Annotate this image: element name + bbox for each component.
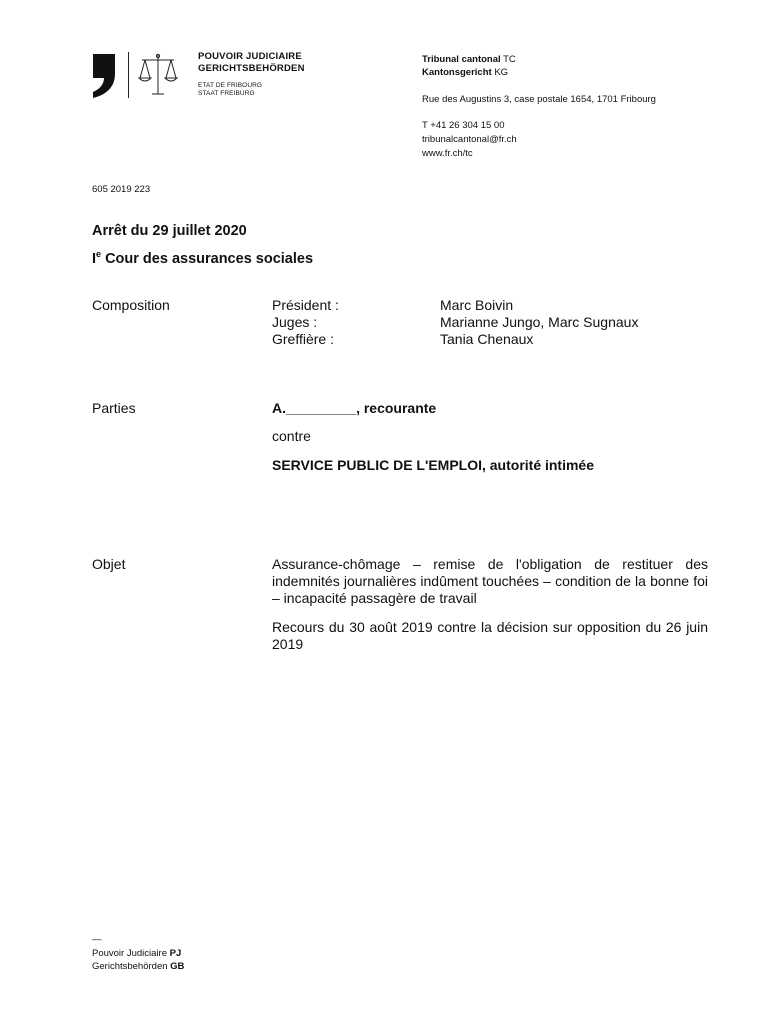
org-name-fr: POUVOIR JUDICIAIRE xyxy=(198,51,302,62)
court-name-de xyxy=(422,67,508,79)
court-name-fr-bold: Tribunal cantonal xyxy=(422,54,501,65)
case-reference: 605 2019 223 xyxy=(92,184,151,195)
court-abbr-fr: TC xyxy=(503,54,516,65)
court-phone: T +41 26 304 15 00 xyxy=(422,120,505,131)
appellant-party: A._________, recourante xyxy=(272,400,437,416)
chamber-title xyxy=(92,251,313,267)
org-name-de: GERICHTSBEHÖRDEN xyxy=(198,63,305,74)
composition-label: Composition xyxy=(92,297,170,313)
objet-label: Objet xyxy=(92,556,126,572)
footer-dash: — xyxy=(92,934,102,945)
chamber-superscript: e xyxy=(96,249,102,260)
state-name-de: STAAT FREIBURG xyxy=(198,90,255,97)
composition-name: Marc Boivin xyxy=(440,297,514,313)
court-email[interactable]: tribunalcantonal@fr.ch xyxy=(422,134,517,145)
logo-separator xyxy=(128,52,129,98)
respondent-party: SERVICE PUBLIC DE L'EMPLOI, autorité intimée xyxy=(272,457,595,473)
footer-line-2-text: Gerichtsbehörden xyxy=(92,961,168,972)
court-abbr-de: KG xyxy=(494,67,509,78)
composition-name: Tania Chenaux xyxy=(440,331,534,347)
versus-text: contre xyxy=(272,428,311,444)
court-name-de-bold: Kantonsgericht xyxy=(422,67,492,78)
footer-line-2-abbr: GB xyxy=(170,961,185,972)
judgment-title: Arrêt du 29 juillet 2020 xyxy=(92,223,247,239)
footer-line-1-text: Pouvoir Judiciaire xyxy=(92,948,167,959)
objet-appeal: Recours du 30 août 2019 contre la décision sur opposition du 26 juin 2019 xyxy=(272,619,708,652)
composition-role: Président : xyxy=(272,297,339,313)
chamber-rest: Cour des assurances sociales xyxy=(101,251,314,267)
footer-line-1-abbr: PJ xyxy=(169,948,182,959)
fribourg-logo-icon xyxy=(91,54,117,98)
court-name-fr xyxy=(422,54,516,66)
parties-label: Parties xyxy=(92,400,136,416)
composition-role: Greffière : xyxy=(272,331,334,347)
composition-role: Juges : xyxy=(272,314,318,330)
court-address: Rue des Augustins 3, case postale 1654, 1701 Fribourg xyxy=(422,94,656,105)
scales-of-justice-icon xyxy=(137,52,179,98)
composition-name: Marianne Jungo, Marc Sugnaux xyxy=(440,314,639,330)
state-name-fr: ETAT DE FRIBOURG xyxy=(198,82,263,89)
footer-line-1 xyxy=(92,948,181,960)
footer-line-2 xyxy=(92,961,184,973)
chamber-prefix: I xyxy=(92,251,97,267)
objet-subject: Assurance-chômage – remise de l'obligation de restituer des indemnités journalières indûment touchées – condition de la bonne foi – incapacité passagère de travail xyxy=(272,556,708,606)
court-website[interactable]: www.fr.ch/tc xyxy=(422,148,473,159)
